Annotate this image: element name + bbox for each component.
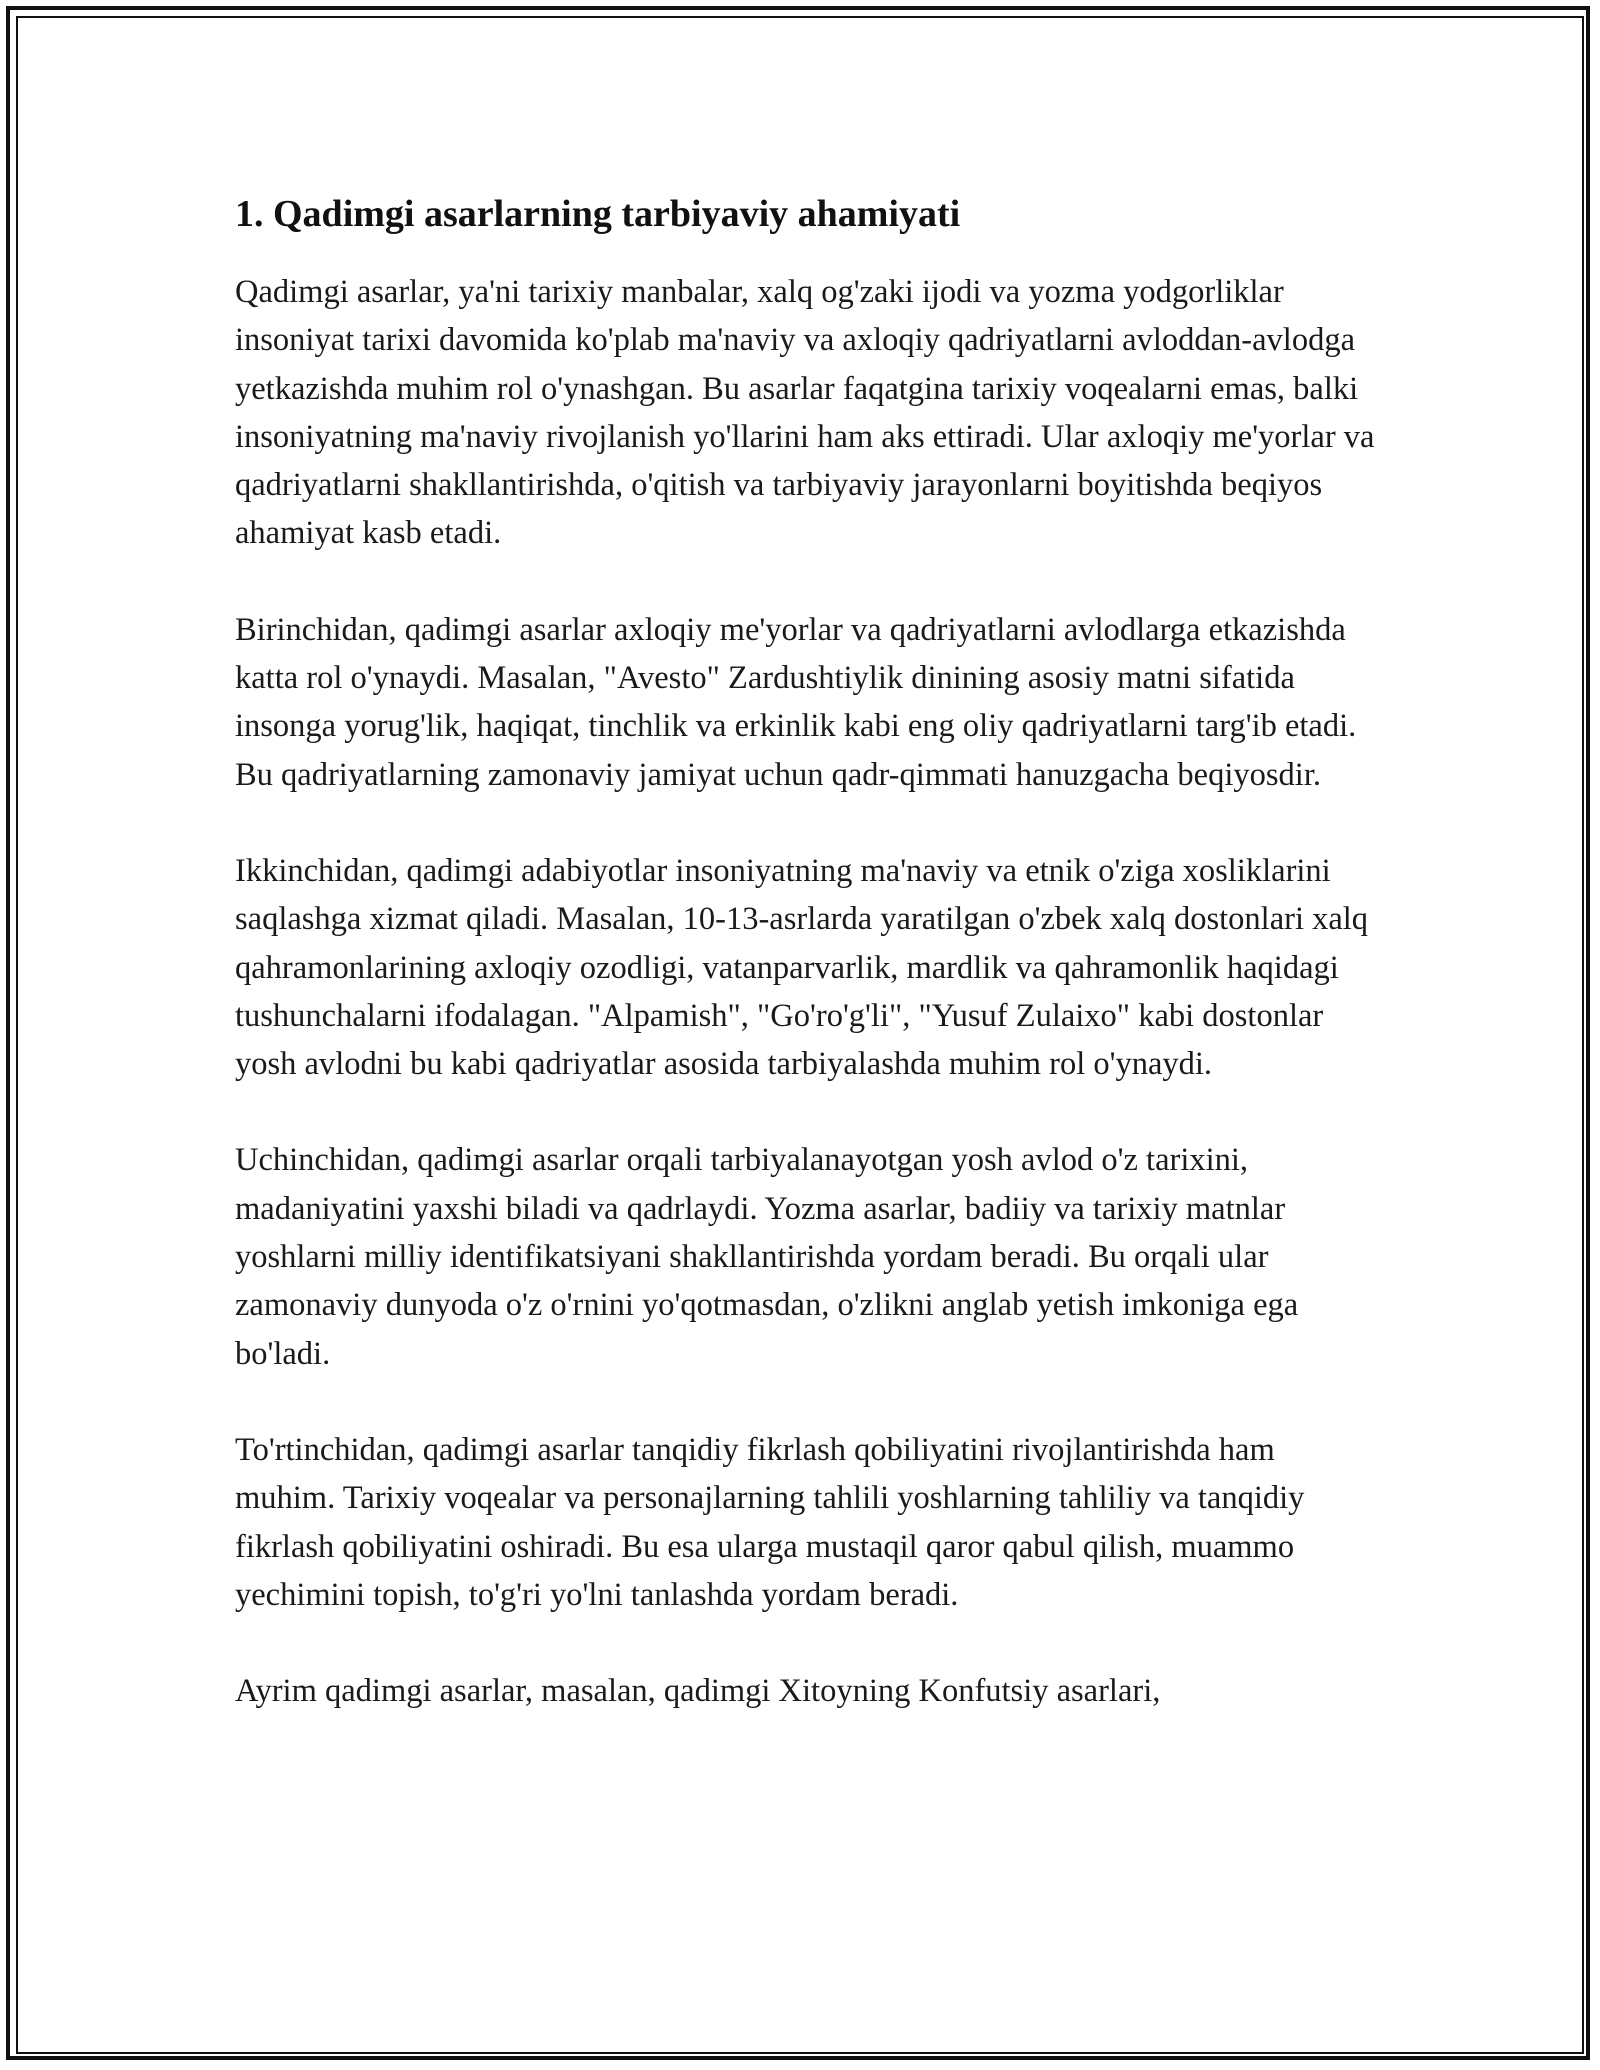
section-heading: 1. Qadimgi asarlarning tarbiyaviy ahamiyati — [235, 193, 961, 235]
paragraph-third: Uchinchidan, qadimgi asarlar orqali tarbiyalanayotgan yosh avlod o'z tarixini, madaniyatini yaxshi biladi va qadrlaydi. Yozma asarlar, badiiy va tarixiy matnlar yoshlarni milliy identifikatsiyani shakllantirishda yordam beradi. Bu orqali ular zamonaviy dunyoda o'z o'rnini yo'qotmasdan, o'zlikni anglab yetish imkoniga ega bo'ladi. — [235, 1142, 1299, 1372]
document-body — [235, 186, 1380, 1763]
paragraph-intro: Qadimgi asarlar, ya'ni tarixiy manbalar, xalq og'zaki ijodi va yozma yodgorliklar insoniyat tarixi davomida ko'plab ma'naviy va axloqiy qadriyatlarni avloddan-avlodga yetkazishda muhim rol o'ynashgan. Bu asarlar faqatgina tarixiy voqealarni emas, balki insoniyatning ma'naviy rivojlanish yo'llarini ham aks ettiradi. Ular axloqiy me'yorlar va qadriyatlarni shakllantirishda, o'qitish va tarbiyaviy jarayonlarni boyitishda beqiyos ahamiyat kasb etadi. — [235, 274, 1375, 552]
paragraph-continued: Ayrim qadimgi asarlar, masalan, qadimgi Xitoyning Konfutsiy asarlari, — [235, 1673, 1161, 1710]
paragraph-second: Ikkinchidan, qadimgi adabiyotlar insoniyatning ma'naviy va etnik o'ziga xosliklarini saqlashga xizmat qiladi. Masalan, 10-13-asrlarda yaratilgan o'zbek xalq dostonlari xalq qahramonlarining axloqiy ozodligi, vatanparvarlik, mardlik va qahramonlik haqidagi tushunchalarni ifodalagan. "Alpamish", "Go'ro'g'li", "Yusuf Zulaixo" kabi dostonlar yosh avlodni bu kabi qadriyatlar asosida tarbiyalashda muhim rol o'ynaydi. — [235, 852, 1369, 1083]
paragraph-fourth: To'rtinchidan, qadimgi asarlar tanqidiy fikrlash qobiliyatini rivojlantirishda ham muhim. Tarixiy voqealar va personajlarning tahlili yoshlarning tahliliy va tanqidiy fikrlash qobiliyatini oshiradi. Bu esa ularga mustaqil qaror qabul qilish, muammo yechimini topish, to'g'ri yo'lni tanlashda yordam beradi. — [235, 1431, 1305, 1613]
paragraph-first: Birinchidan, qadimgi asarlar axloqiy me'yorlar va qadriyatlarni avlodlarga etkazishda katta rol o'ynaydi. Masalan, "Avesto" Zardushtiylik dinining asosiy matni sifatida insonga yorug'lik, haqiqat, tinchlik va erkinlik kabi eng oliy qadriyatlarni targ'ib etadi. Bu qadriyatlarning zamonaviy jamiyat uchun qadr-qimmati hanuzgacha beqiyosdir. — [235, 611, 1357, 793]
